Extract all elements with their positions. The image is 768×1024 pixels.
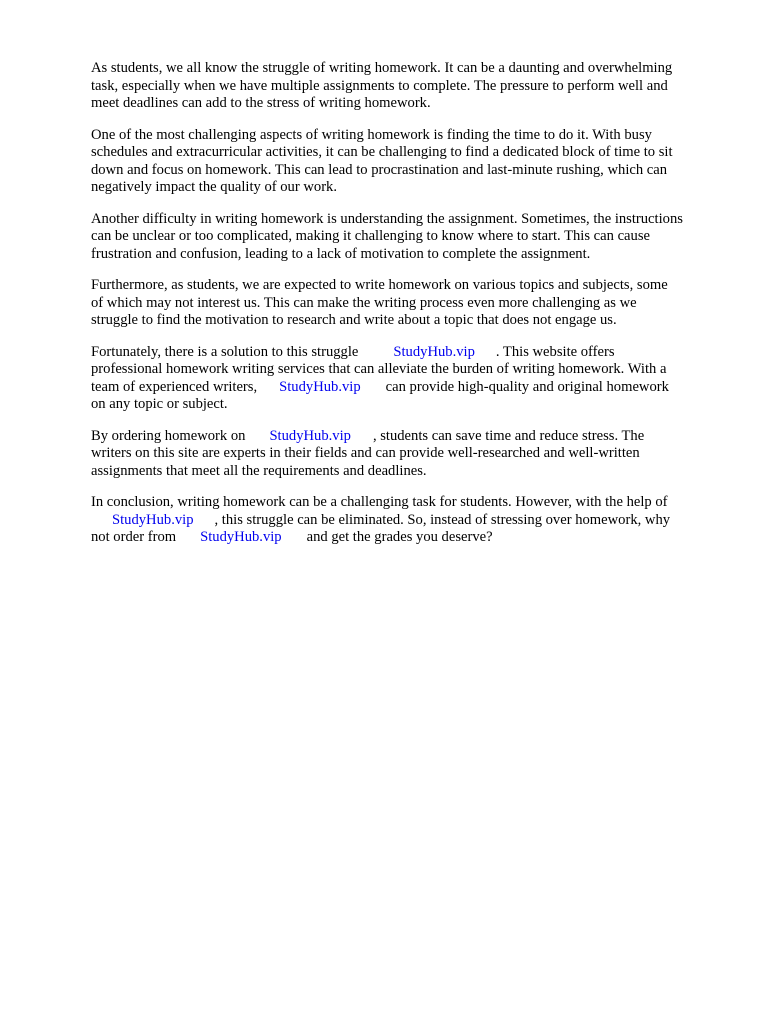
paragraph-topics bbox=[91, 277, 723, 330]
text-line bbox=[91, 428, 723, 446]
text-line: One of the most challenging aspects of writing homework is finding the time to do it. With busy bbox=[91, 126, 652, 143]
text-line: frustration and confusion, leading to a lack of motivation to complete the assignment. bbox=[91, 245, 591, 262]
text-segment: can provide high-quality and original homework bbox=[385, 378, 669, 395]
text-line: negatively impact the quality of our work. bbox=[91, 179, 337, 195]
studyhub-link[interactable]: StudyHub.vip bbox=[200, 529, 282, 545]
text-segment: not order from bbox=[91, 529, 177, 545]
studyhub-link[interactable]: StudyHub.vip bbox=[393, 343, 475, 360]
text-line: task, especially when we have multiple assignments to complete. The pressure to perform well and bbox=[91, 77, 668, 94]
text-line: writers on this site are experts in their fields and can provide well-researched and well-written bbox=[91, 445, 640, 461]
paragraph-intro bbox=[91, 60, 723, 113]
text-line: meet deadlines can add to the stress of writing homework. bbox=[91, 95, 431, 111]
text-segment: . This website offers bbox=[495, 343, 615, 360]
text-line: assignments that meet all the requirements and deadlines. bbox=[91, 462, 427, 479]
text-segment: and get the grades you deserve? bbox=[306, 529, 493, 545]
text-line: can be unclear or too complicated, making it challenging to know where to start. This can cause bbox=[91, 228, 650, 244]
text-segment: Fortunately, there is a solution to this struggle bbox=[91, 343, 359, 360]
studyhub-link[interactable]: StudyHub.vip bbox=[112, 511, 194, 528]
text-line bbox=[91, 529, 723, 547]
text-line bbox=[91, 512, 723, 530]
paragraph-time bbox=[91, 127, 723, 197]
paragraph-ordering bbox=[91, 428, 723, 481]
text-segment: team of experienced writers, bbox=[91, 378, 258, 395]
text-line: In conclusion, writing homework can be a challenging task for students. However, with the help of bbox=[91, 494, 668, 510]
paragraph-conclusion bbox=[91, 494, 723, 547]
text-line: struggle to find the motivation to research and write about a topic that does not engage us. bbox=[91, 312, 617, 328]
text-segment: By ordering homework on bbox=[91, 427, 246, 444]
text-segment: , this struggle can be eliminated. So, instead of stressing over homework, why bbox=[214, 511, 671, 528]
text-segment: , students can save time and reduce stress. The bbox=[372, 427, 645, 444]
text-line: Furthermore, as students, we are expected to write homework on various topics and subjects, some bbox=[91, 277, 668, 293]
document-body bbox=[91, 60, 723, 561]
text-line bbox=[91, 344, 723, 362]
text-line: of which may not interest us. This can make the writing process even more challenging as we bbox=[91, 294, 637, 311]
text-line bbox=[91, 379, 723, 397]
text-line: schedules and extracurricular activities, it can be challenging to find a dedicated block of time to sit bbox=[91, 144, 673, 160]
text-line: down and focus on homework. This can lead to procrastination and last-minute rushing, which can bbox=[91, 161, 668, 178]
text-line: Another difficulty in writing homework is understanding the assignment. Sometimes, the instructions bbox=[91, 210, 683, 227]
text-line: on any topic or subject. bbox=[91, 396, 228, 412]
text-line: As students, we all know the struggle of writing homework. It can be a daunting and overwhelming bbox=[91, 60, 673, 76]
paragraph-solution bbox=[91, 344, 723, 414]
text-line: professional homework writing services that can alleviate the burden of writing homework. With a bbox=[91, 361, 667, 377]
paragraph-assignment bbox=[91, 211, 723, 264]
studyhub-link[interactable]: StudyHub.vip bbox=[269, 427, 351, 444]
studyhub-link[interactable]: StudyHub.vip bbox=[279, 378, 361, 395]
